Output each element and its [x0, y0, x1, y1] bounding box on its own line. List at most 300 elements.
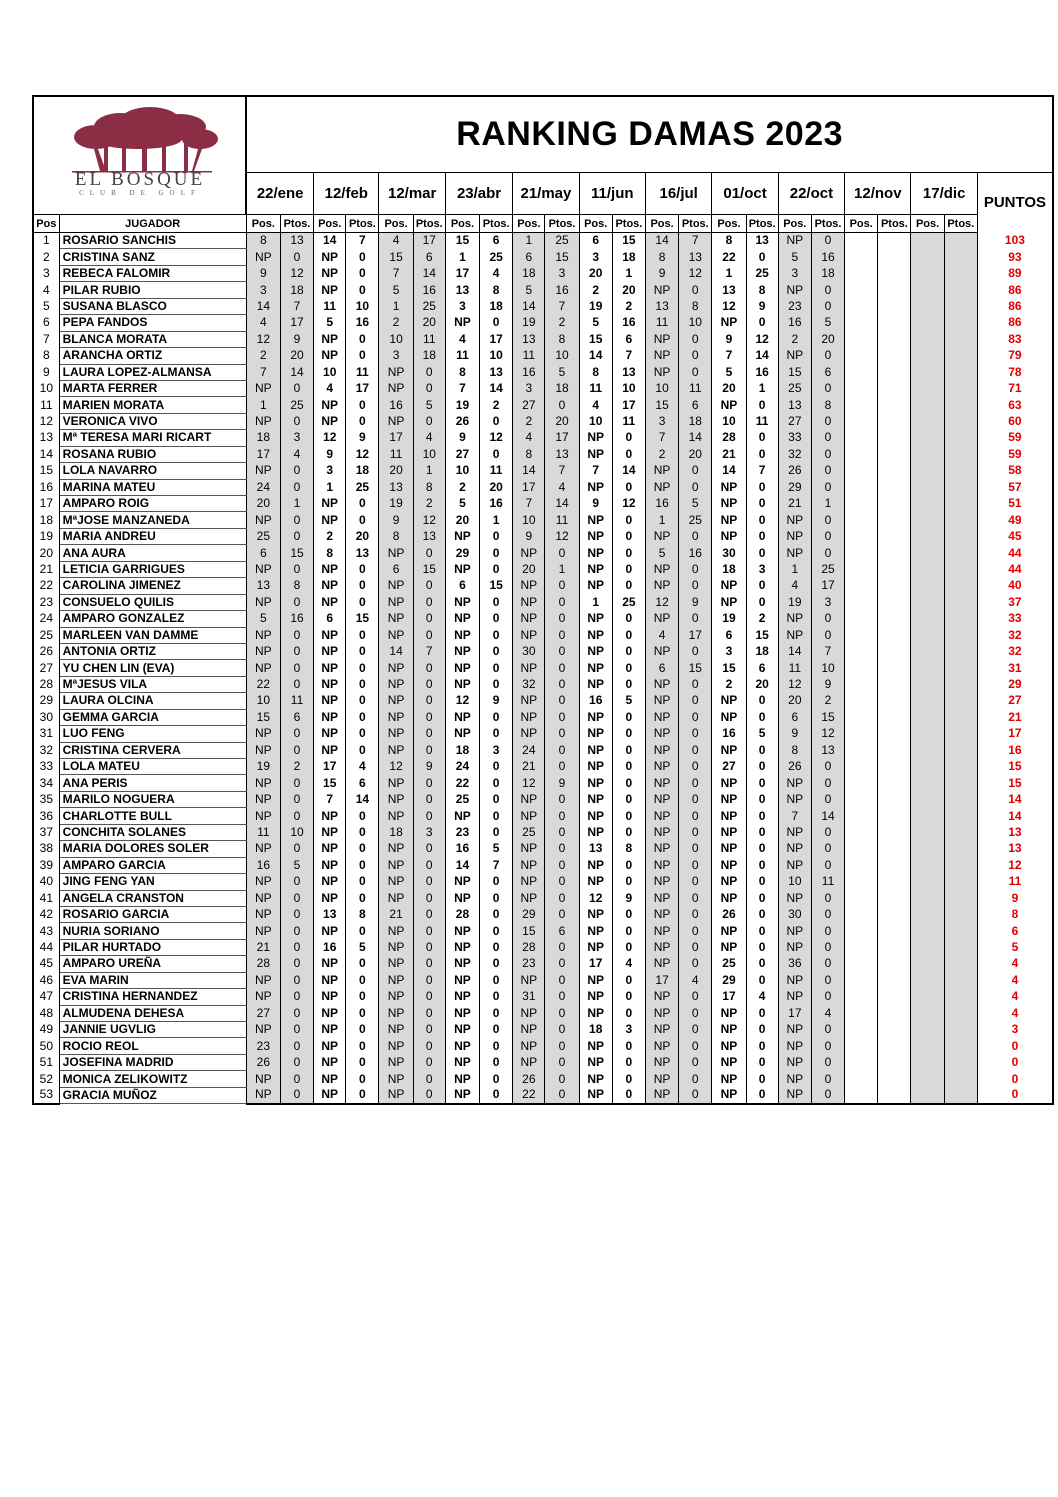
position-cell: 6 — [445, 578, 479, 594]
player-name: ROSARIO GARCIA — [59, 906, 246, 922]
points-cell: 0 — [811, 1087, 844, 1103]
position-cell: NP — [314, 1005, 346, 1021]
empty-cell — [845, 923, 878, 939]
points-cell: 0 — [346, 693, 379, 709]
points-cell: 20 — [612, 282, 645, 298]
table-row — [33, 676, 1053, 692]
position-cell: NP — [579, 643, 612, 659]
table-row — [33, 693, 1053, 709]
points-cell: 5 — [612, 693, 645, 709]
points-header: PUNTOS — [977, 173, 1053, 233]
position-cell: NP — [246, 726, 280, 742]
total-points: 49 — [977, 512, 1053, 528]
table-row — [33, 430, 1053, 446]
points-cell: 0 — [413, 906, 445, 922]
player-name: CHARLOTTE BULL — [59, 808, 246, 824]
table-row — [33, 1022, 1053, 1038]
points-cell: 11 — [545, 512, 579, 528]
position-cell: NP — [579, 906, 612, 922]
points-cell: 0 — [811, 857, 844, 873]
position-cell: NP — [379, 956, 413, 972]
position-cell: NP — [712, 1022, 746, 1038]
total-points: 103 — [977, 233, 1053, 249]
position-cell: NP — [579, 1038, 612, 1054]
points-cell: 12 — [811, 726, 844, 742]
points-cell: 2 — [811, 693, 844, 709]
position-cell: 10 — [379, 331, 413, 347]
empty-cell — [911, 627, 944, 643]
position-cell: 11 — [445, 348, 479, 364]
position-cell: NP — [778, 857, 811, 873]
position-cell: NP — [379, 627, 413, 643]
empty-cell — [944, 956, 977, 972]
position-cell: 9 — [712, 331, 746, 347]
position-cell: 5 — [645, 545, 678, 561]
empty-cell — [878, 1071, 911, 1087]
position-cell: NP — [645, 1038, 678, 1054]
empty-cell — [878, 956, 911, 972]
empty-cell — [845, 430, 878, 446]
position-cell: 5 — [579, 315, 612, 331]
ranking-sheet — [32, 95, 1054, 1105]
points-cell: 7 — [679, 233, 712, 249]
points-cell: 0 — [346, 249, 379, 265]
position-cell: 18 — [445, 742, 479, 758]
position-cell: 6 — [379, 561, 413, 577]
points-cell: 0 — [280, 512, 313, 528]
empty-cell — [911, 1022, 944, 1038]
tournament-date: 16/jul — [645, 173, 711, 215]
player-name: AMPARO GARCIA — [59, 857, 246, 873]
points-cell: 0 — [811, 923, 844, 939]
player-name: MARTA FERRER — [59, 380, 246, 396]
total-points: 78 — [977, 364, 1053, 380]
points-cell: 0 — [280, 660, 313, 676]
points-cell: 0 — [545, 726, 579, 742]
position-cell: 15 — [579, 331, 612, 347]
points-cell: 5 — [480, 841, 513, 857]
total-points: 32 — [977, 627, 1053, 643]
points-cell: 16 — [679, 545, 712, 561]
points-cell: 0 — [413, 1038, 445, 1054]
empty-cell — [878, 676, 911, 692]
position-cell: NP — [314, 857, 346, 873]
empty-cell — [944, 446, 977, 462]
empty-cell — [944, 1087, 977, 1103]
points-cell: 0 — [679, 693, 712, 709]
rank-position: 24 — [33, 611, 59, 627]
position-cell: 4 — [246, 315, 280, 331]
position-cell: NP — [513, 726, 545, 742]
rank-position: 42 — [33, 906, 59, 922]
points-cell: 0 — [746, 315, 778, 331]
position-cell: 12 — [246, 331, 280, 347]
position-subheader: Pos. — [246, 215, 280, 233]
position-cell: 5 — [712, 364, 746, 380]
points-cell: 16 — [346, 315, 379, 331]
position-cell: 2 — [513, 413, 545, 429]
empty-cell — [845, 265, 878, 281]
position-cell: 13 — [778, 397, 811, 413]
points-cell: 7 — [480, 857, 513, 873]
rank-position: 33 — [33, 759, 59, 775]
points-subheader: Ptos. — [944, 215, 977, 233]
points-cell: 0 — [480, 1087, 513, 1103]
empty-cell — [944, 545, 977, 561]
points-cell: 0 — [480, 446, 513, 462]
position-cell: NP — [645, 1054, 678, 1070]
empty-cell — [878, 693, 911, 709]
position-cell: NP — [314, 265, 346, 281]
position-cell: NP — [513, 1005, 545, 1021]
tournament-date: 01/oct — [712, 173, 778, 215]
points-cell: 18 — [746, 643, 778, 659]
empty-cell — [944, 282, 977, 298]
player-name: EVA MARIN — [59, 972, 246, 988]
points-cell: 0 — [480, 759, 513, 775]
position-cell: 25 — [778, 380, 811, 396]
position-cell: NP — [513, 545, 545, 561]
position-cell: 1 — [778, 561, 811, 577]
player-name: LETICIA GARRIGUES — [59, 561, 246, 577]
position-cell: 9 — [379, 512, 413, 528]
position-cell: NP — [445, 643, 479, 659]
position-cell: NP — [379, 1022, 413, 1038]
position-cell: NP — [645, 364, 678, 380]
points-cell: 0 — [280, 1087, 313, 1103]
position-cell: 10 — [579, 413, 612, 429]
position-cell: NP — [645, 561, 678, 577]
position-cell: 15 — [379, 249, 413, 265]
position-cell: NP — [645, 479, 678, 495]
position-cell: NP — [579, 446, 612, 462]
position-subheader: Pos. — [579, 215, 612, 233]
player-name: CAROLINA JIMENEZ — [59, 578, 246, 594]
position-cell: NP — [645, 939, 678, 955]
points-cell: 0 — [811, 906, 844, 922]
points-cell: 0 — [679, 923, 712, 939]
empty-cell — [911, 282, 944, 298]
player-name: BLANCA MORATA — [59, 331, 246, 347]
position-cell: NP — [513, 1022, 545, 1038]
position-cell: NP — [314, 496, 346, 512]
total-points: 4 — [977, 989, 1053, 1005]
position-cell: NP — [246, 923, 280, 939]
points-cell: 0 — [746, 496, 778, 512]
points-cell: 7 — [545, 463, 579, 479]
points-cell: 0 — [346, 841, 379, 857]
position-cell: NP — [314, 923, 346, 939]
points-cell: 0 — [545, 791, 579, 807]
position-cell: 30 — [513, 643, 545, 659]
points-cell: 0 — [811, 1054, 844, 1070]
empty-cell — [845, 906, 878, 922]
empty-cell — [911, 315, 944, 331]
player-name: YU CHEN LIN (EVA) — [59, 660, 246, 676]
position-cell: NP — [712, 528, 746, 544]
position-cell: 11 — [379, 446, 413, 462]
position-cell: 3 — [379, 348, 413, 364]
points-cell: 13 — [346, 545, 379, 561]
position-cell: NP — [645, 1005, 678, 1021]
points-cell: 0 — [346, 1005, 379, 1021]
position-cell: 23 — [513, 956, 545, 972]
points-cell: 13 — [679, 249, 712, 265]
points-cell: 0 — [811, 611, 844, 627]
rank-position: 38 — [33, 841, 59, 857]
points-cell: 0 — [413, 693, 445, 709]
position-cell: NP — [445, 1054, 479, 1070]
points-cell: 8 — [612, 841, 645, 857]
rank-position: 36 — [33, 808, 59, 824]
points-cell: 6 — [679, 397, 712, 413]
empty-cell — [845, 989, 878, 1005]
position-cell: NP — [379, 808, 413, 824]
position-cell: NP — [579, 479, 612, 495]
empty-cell — [911, 726, 944, 742]
points-cell: 0 — [612, 1087, 645, 1103]
position-cell: 26 — [246, 1054, 280, 1070]
points-cell: 25 — [413, 298, 445, 314]
empty-cell — [878, 1005, 911, 1021]
empty-cell — [911, 972, 944, 988]
position-cell: NP — [645, 643, 678, 659]
position-subheader: Pos. — [513, 215, 545, 233]
points-subheader: Ptos. — [811, 215, 844, 233]
rank-position: 39 — [33, 857, 59, 873]
points-cell: 0 — [746, 545, 778, 561]
points-cell: 0 — [545, 906, 579, 922]
position-cell: NP — [579, 874, 612, 890]
rank-position: 1 — [33, 233, 59, 249]
empty-cell — [944, 923, 977, 939]
points-cell: 0 — [811, 989, 844, 1005]
position-cell: NP — [445, 528, 479, 544]
points-cell: 0 — [545, 890, 579, 906]
position-cell: 5 — [513, 282, 545, 298]
points-cell: 13 — [545, 446, 579, 462]
empty-cell — [845, 841, 878, 857]
position-cell: NP — [579, 660, 612, 676]
position-cell: 25 — [445, 791, 479, 807]
position-cell: NP — [314, 956, 346, 972]
table-row — [33, 890, 1053, 906]
position-subheader: Pos. — [445, 215, 479, 233]
points-cell: 0 — [480, 874, 513, 890]
table-row — [33, 808, 1053, 824]
points-cell: 0 — [346, 265, 379, 281]
position-cell: 20 — [778, 693, 811, 709]
player-name: AMPARO GONZALEZ — [59, 611, 246, 627]
points-cell: 0 — [545, 956, 579, 972]
points-cell: 0 — [746, 430, 778, 446]
points-cell: 8 — [746, 282, 778, 298]
points-cell: 16 — [280, 611, 313, 627]
position-cell: 17 — [445, 265, 479, 281]
points-cell: 0 — [811, 627, 844, 643]
total-points: 4 — [977, 956, 1053, 972]
position-cell: NP — [445, 989, 479, 1005]
points-cell: 0 — [346, 578, 379, 594]
points-cell: 0 — [746, 693, 778, 709]
position-cell: NP — [712, 923, 746, 939]
points-cell: 0 — [679, 841, 712, 857]
empty-cell — [878, 726, 911, 742]
empty-cell — [845, 824, 878, 840]
position-cell: NP — [712, 578, 746, 594]
points-cell: 9 — [811, 676, 844, 692]
points-cell: 9 — [413, 759, 445, 775]
table-row — [33, 496, 1053, 512]
rank-position: 16 — [33, 479, 59, 495]
points-cell: 8 — [480, 282, 513, 298]
position-cell: 16 — [513, 364, 545, 380]
points-cell: 0 — [413, 1071, 445, 1087]
position-cell: NP — [445, 726, 479, 742]
position-cell: NP — [314, 1087, 346, 1103]
empty-cell — [878, 233, 911, 249]
empty-cell — [878, 759, 911, 775]
tournament-date: 12/mar — [379, 173, 445, 215]
position-cell: 10 — [314, 364, 346, 380]
empty-cell — [944, 1022, 977, 1038]
points-cell: 0 — [346, 1038, 379, 1054]
empty-cell — [911, 709, 944, 725]
empty-cell — [944, 463, 977, 479]
empty-cell — [878, 545, 911, 561]
position-cell: 24 — [246, 479, 280, 495]
points-cell: 1 — [612, 265, 645, 281]
position-cell: 18 — [379, 824, 413, 840]
empty-cell — [845, 1054, 878, 1070]
points-cell: 0 — [679, 824, 712, 840]
position-cell: NP — [445, 972, 479, 988]
rank-position: 26 — [33, 643, 59, 659]
position-cell: 6 — [246, 545, 280, 561]
empty-cell — [911, 874, 944, 890]
position-cell: 13 — [445, 282, 479, 298]
position-cell: 10 — [513, 512, 545, 528]
points-cell: 7 — [612, 348, 645, 364]
position-cell: NP — [778, 233, 811, 249]
table-row — [33, 611, 1053, 627]
points-cell: 14 — [545, 496, 579, 512]
points-cell: 0 — [280, 676, 313, 692]
empty-cell — [845, 315, 878, 331]
position-cell: 2 — [445, 479, 479, 495]
position-cell: NP — [246, 380, 280, 396]
total-points: 32 — [977, 643, 1053, 659]
total-points: 3 — [977, 1022, 1053, 1038]
table-row — [33, 397, 1053, 413]
points-cell: 20 — [545, 413, 579, 429]
points-cell: 9 — [746, 298, 778, 314]
empty-cell — [845, 693, 878, 709]
position-cell: 11 — [645, 315, 678, 331]
player-name: MARINA MATEU — [59, 479, 246, 495]
points-cell: 0 — [612, 1054, 645, 1070]
player-name: ROSARIO SANCHIS — [59, 233, 246, 249]
points-cell: 0 — [346, 397, 379, 413]
table-row — [33, 413, 1053, 429]
points-cell: 6 — [280, 709, 313, 725]
position-cell: 14 — [778, 643, 811, 659]
empty-cell — [911, 808, 944, 824]
position-cell: 10 — [445, 463, 479, 479]
table-row — [33, 1087, 1053, 1103]
position-cell: NP — [445, 1038, 479, 1054]
points-cell: 16 — [545, 282, 579, 298]
points-cell: 0 — [413, 709, 445, 725]
player-name: MARIA ANDREU — [59, 528, 246, 544]
points-cell: 0 — [612, 906, 645, 922]
position-cell: NP — [579, 545, 612, 561]
table-row — [33, 249, 1053, 265]
points-cell: 25 — [545, 233, 579, 249]
empty-cell — [878, 331, 911, 347]
empty-cell — [911, 594, 944, 610]
position-cell: 17 — [246, 446, 280, 462]
position-cell: 18 — [579, 1022, 612, 1038]
table-row — [33, 906, 1053, 922]
points-cell: 0 — [612, 1071, 645, 1087]
player-name: JING FENG YAN — [59, 874, 246, 890]
position-cell: 7 — [513, 496, 545, 512]
empty-cell — [944, 578, 977, 594]
points-cell: 0 — [346, 824, 379, 840]
table-row — [33, 759, 1053, 775]
points-cell: 15 — [280, 545, 313, 561]
table-row — [33, 726, 1053, 742]
empty-cell — [944, 808, 977, 824]
player-name: MARIEN MORATA — [59, 397, 246, 413]
position-cell: 26 — [778, 463, 811, 479]
points-cell: 18 — [612, 249, 645, 265]
position-cell: NP — [445, 709, 479, 725]
position-cell: 12 — [513, 775, 545, 791]
points-cell: 0 — [413, 1087, 445, 1103]
points-cell: 9 — [280, 331, 313, 347]
position-cell: NP — [246, 989, 280, 1005]
points-cell: 0 — [811, 939, 844, 955]
table-row — [33, 315, 1053, 331]
points-cell: 0 — [612, 528, 645, 544]
position-cell: 12 — [579, 890, 612, 906]
position-cell: NP — [445, 1087, 479, 1103]
empty-cell — [944, 742, 977, 758]
position-cell: NP — [246, 808, 280, 824]
position-cell: NP — [645, 282, 678, 298]
table-row — [33, 479, 1053, 495]
empty-cell — [911, 759, 944, 775]
position-cell: 3 — [445, 298, 479, 314]
player-name: PILAR RUBIO — [59, 282, 246, 298]
position-cell: NP — [379, 989, 413, 1005]
rank-position: 37 — [33, 824, 59, 840]
points-cell: 8 — [679, 298, 712, 314]
empty-cell — [878, 265, 911, 281]
position-cell: NP — [778, 923, 811, 939]
table-row — [33, 380, 1053, 396]
points-cell: 0 — [679, 775, 712, 791]
empty-cell — [878, 660, 911, 676]
points-cell: 5 — [811, 315, 844, 331]
points-cell: 0 — [746, 742, 778, 758]
points-cell: 0 — [413, 808, 445, 824]
position-cell: NP — [314, 331, 346, 347]
position-cell: 30 — [712, 545, 746, 561]
position-cell: 28 — [513, 939, 545, 955]
